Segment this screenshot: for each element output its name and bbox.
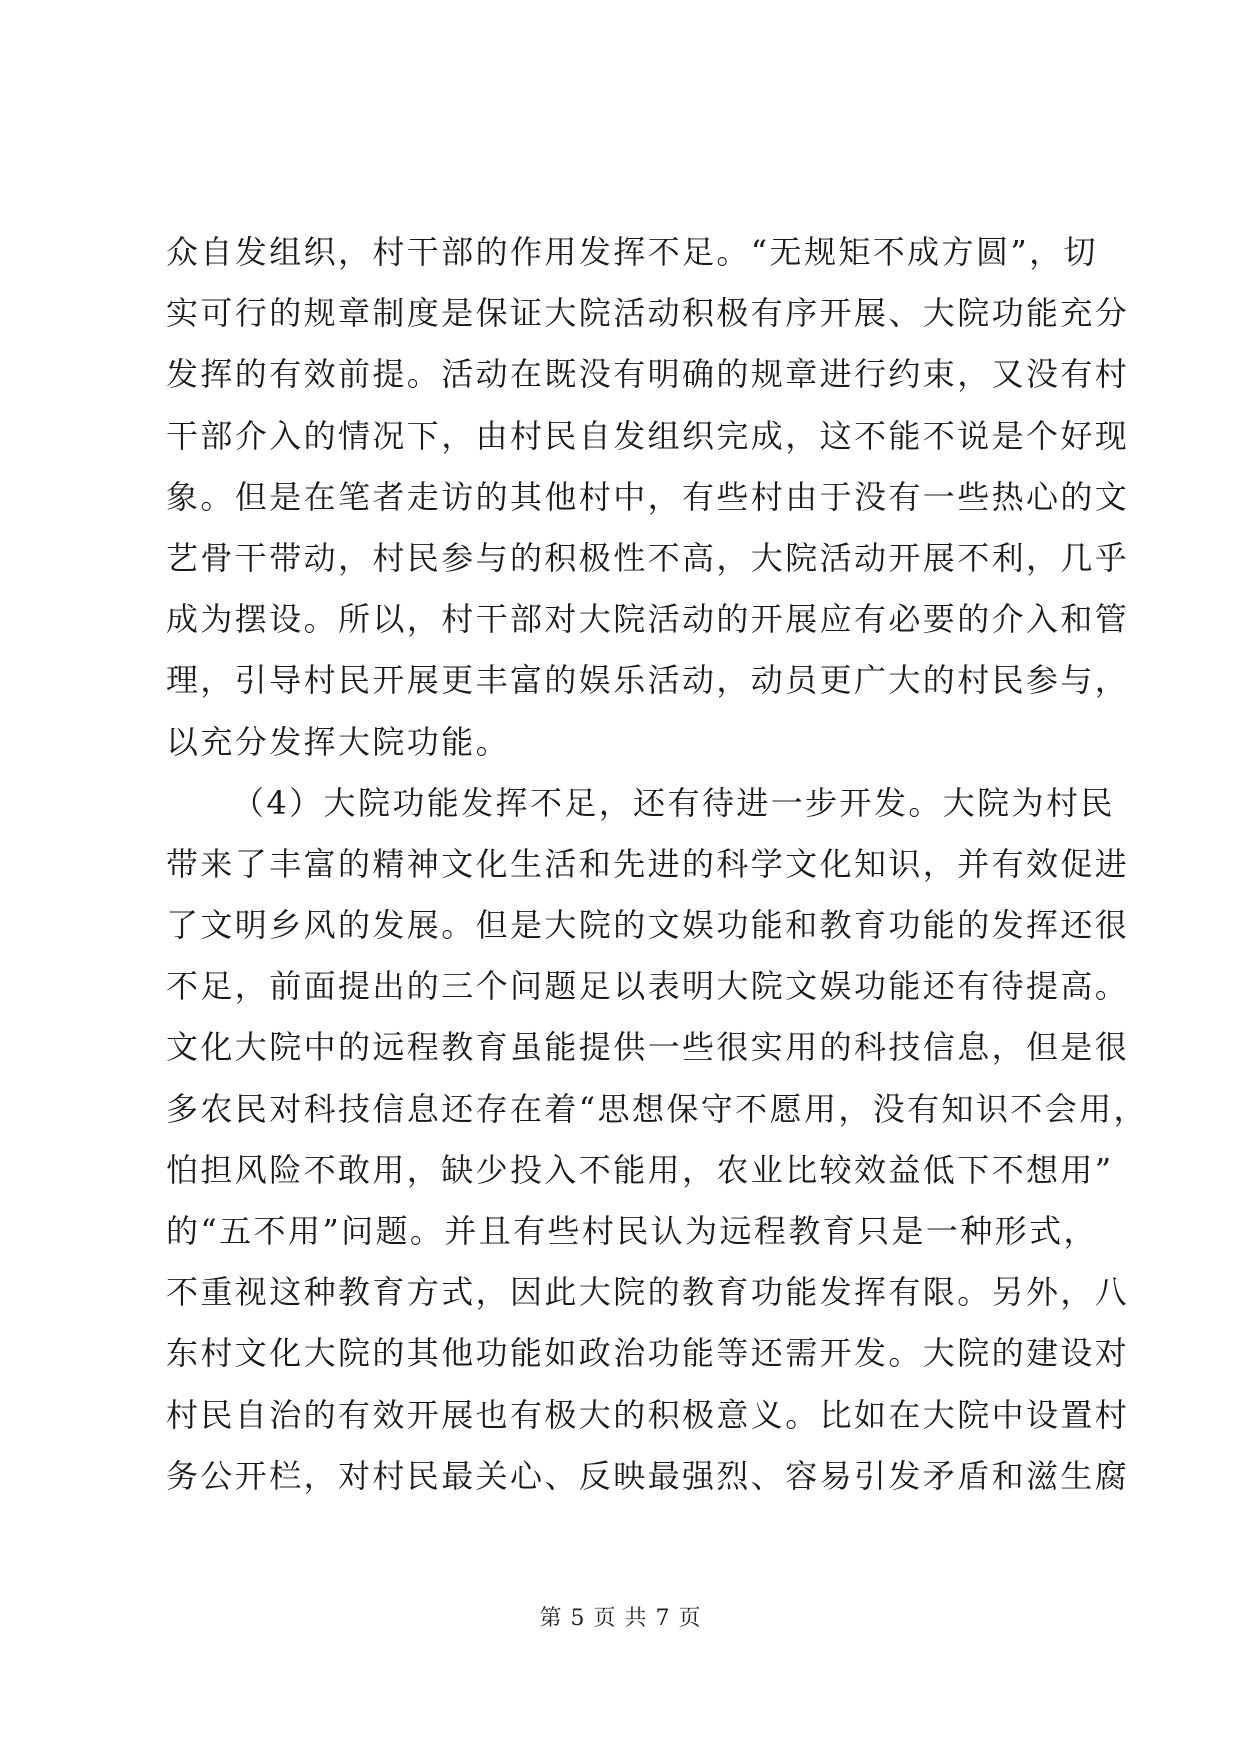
text-line: 实可行的规章制度是保证大院活动积极有序开展、大院功能充分: [166, 294, 1130, 333]
text-line: 发挥的有效前提。活动在既没有明确的规章进行约束，又没有村: [166, 355, 1130, 394]
text-line: 不足，前面提出的三个问题足以表明大院文娱功能还有待提高。: [166, 967, 1130, 1006]
page-number-footer: 第 5 页 共 7 页: [539, 1606, 702, 1631]
text-line: 怕担风险不敢用，缺少投入不能用，农业比较效益低下不想用”: [166, 1150, 1114, 1189]
text-line: 成为摆设。所以，村干部对大院活动的开展应有必要的介入和管: [166, 600, 1130, 639]
text-line: 的“五不用”问题。并且有些村民认为远程教育只是一种形式，: [166, 1212, 1098, 1250]
text-line: 多农民对科技信息还存在着“思想保守不愿用，没有知识不会用，: [166, 1089, 1148, 1128]
text-line: 干部介入的情况下，由村民自发组织完成，这不能不说是个好现: [166, 416, 1130, 455]
text-line: 带来了丰富的精神文化生活和先进的科学文化知识，并有效促进: [166, 844, 1130, 883]
text-line: 务公开栏，对村民最关心、反映最强烈、容易引发矛盾和滋生腐: [166, 1456, 1130, 1495]
text-line: 众自发组织，村干部的作用发挥不足。“无规矩不成方圆”，切: [166, 233, 1098, 271]
body-text: [166, 222, 1148, 1507]
text-line: 理，引导村民开展更丰富的娱乐活动，动员更广大的村民参与，: [166, 661, 1130, 700]
text-line: 了文明乡风的发展。但是大院的文娱功能和教育功能的发挥还很: [166, 906, 1130, 945]
text-line: 村民自治的有效开展也有极大的积极意义。比如在大院中设置村: [166, 1395, 1130, 1434]
text-line: 文化大院中的远程教育虽能提供一些很实用的科技信息，但是很: [166, 1028, 1130, 1067]
text-line: 艺骨干带动，村民参与的积极性不高，大院活动开展不利，几乎: [166, 538, 1130, 577]
text-line: 以充分发挥大院功能。: [166, 722, 511, 761]
text-line: （4）大院功能发挥不足，还有待进一步开发。大院为村民: [232, 783, 1115, 822]
text-line: 东村文化大院的其他功能如政治功能等还需开发。大院的建设对: [166, 1334, 1130, 1373]
text-line: 不重视这种教育方式，因此大院的教育功能发挥有限。另外，八: [166, 1273, 1130, 1312]
text-line: 象。但是在笔者走访的其他村中，有些村由于没有一些热心的文: [166, 477, 1130, 516]
